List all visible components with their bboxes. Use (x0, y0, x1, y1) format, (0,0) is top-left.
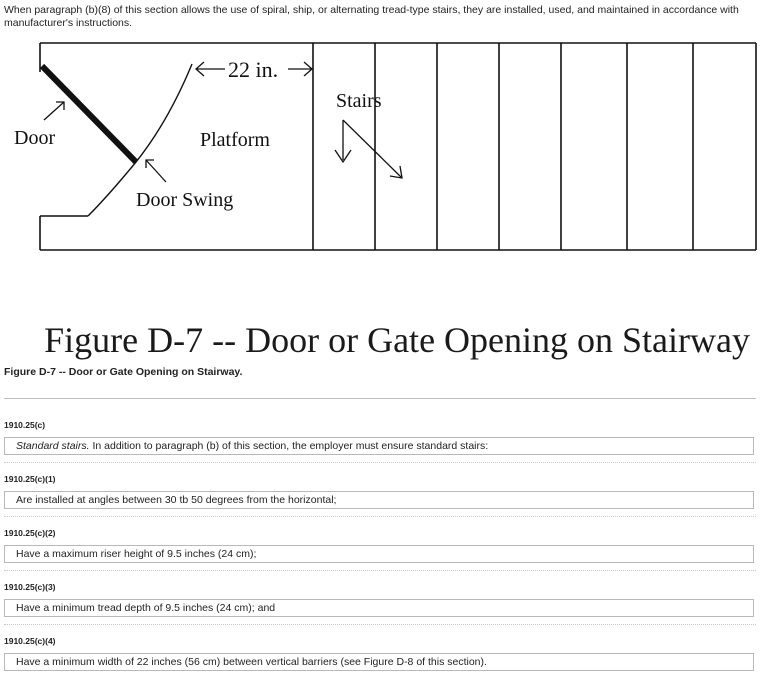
section-divider (4, 462, 756, 463)
section-text: Have a minimum width of 22 inches (56 cm) between vertical barriers (see Figure D-8 of this section). (16, 656, 487, 668)
section-paragraph (4, 599, 754, 617)
section-text: In addition to paragraph (b) of this section, the employer must ensure standard stairs: (89, 440, 489, 452)
section-paragraph (4, 545, 754, 563)
door-swing-pointer (146, 160, 166, 182)
section-id: 1910.25(c)(3) (4, 582, 56, 592)
section-paragraph (4, 491, 754, 509)
dimension-label: 22 in. (228, 57, 279, 82)
intro-paragraph: When paragraph (b)(8) of this section allows the use of spiral, ship, or alternating tread-type stairs, they are installed, used, and maintained in accordance with manufacturer's instructions. (4, 4, 739, 29)
platform-label: Platform (200, 129, 270, 151)
section-text: Are installed at angles between 30 tb 50 degrees from the horizontal; (16, 494, 337, 506)
section-lead: Standard stairs. (16, 440, 90, 452)
stairs-label: Stairs (336, 90, 382, 112)
door-label: Door (14, 127, 56, 149)
section-text: Have a maximum riser height of 9.5 inches (24 cm); (16, 548, 257, 560)
figure-caption: Figure D-7 -- Door or Gate Opening on Stairway. (4, 366, 243, 378)
section-id: 1910.25(c)(1) (4, 474, 56, 484)
section-paragraph (4, 437, 754, 455)
section-divider (4, 624, 756, 625)
stair-treads (313, 43, 756, 250)
section-divider (4, 570, 756, 571)
section-text: Have a minimum tread depth of 9.5 inches (24 cm); and (16, 602, 276, 614)
stairway-figure (0, 36, 760, 316)
section-divider (4, 516, 756, 517)
door-leaf (42, 66, 136, 162)
section-id: 1910.25(c)(4) (4, 636, 56, 646)
figure-caption-large: Figure D-7 -- Door or Gate Opening on Stairway (44, 320, 750, 360)
stairs-arrows (335, 120, 402, 178)
section-id: 1910.25(c) (4, 420, 46, 430)
door-pointer (44, 102, 64, 120)
section-id: 1910.25(c)(2) (4, 528, 56, 538)
door-swing-label: Door Swing (136, 189, 234, 211)
caption-divider (4, 398, 756, 399)
section-paragraph (4, 653, 754, 671)
